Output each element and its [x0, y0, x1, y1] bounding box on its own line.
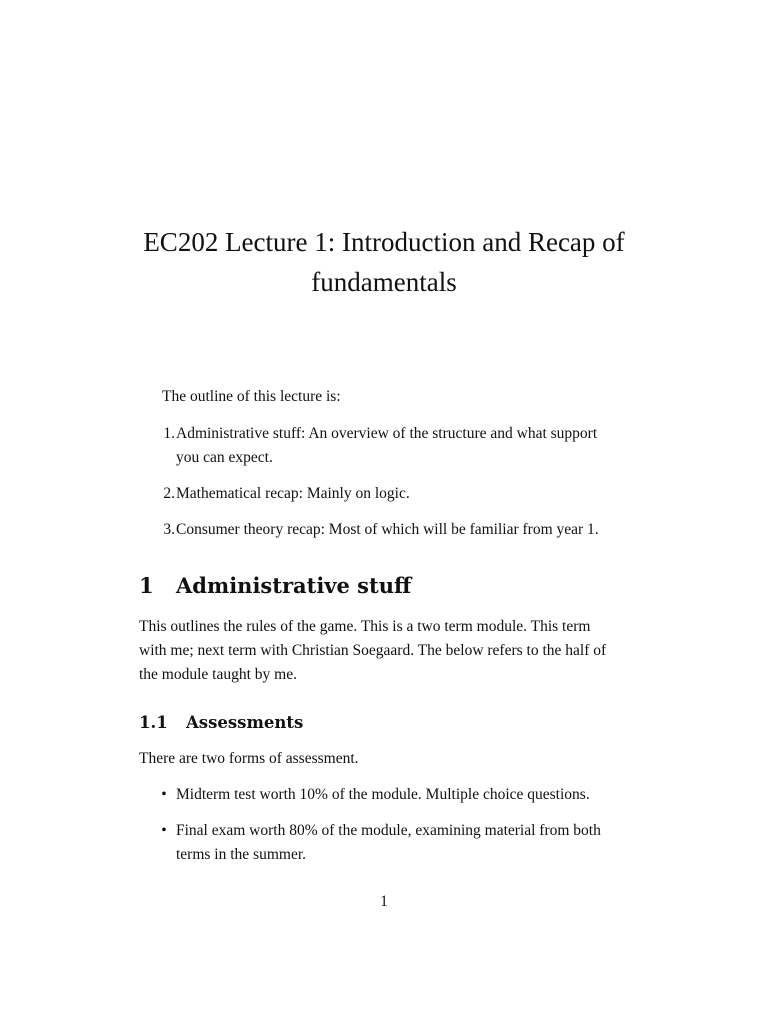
- subsection-title: Assessments: [186, 713, 304, 732]
- assessment-item-text: Midterm test worth 10% of the module. Multiple choice questions.: [176, 786, 590, 803]
- assessment-item-2-line-1: Final exam worth 80% of the module, examining material from both: [176, 822, 601, 839]
- section-paragraph: [139, 615, 634, 687]
- outline-item-text: Mathematical recap: Mainly on logic.: [176, 485, 410, 502]
- outline-item-1-line-1: Administrative stuff: An overview of the structure and what support: [176, 425, 598, 442]
- subsection-heading: [139, 710, 303, 736]
- document-title: [100, 222, 668, 302]
- section-title: Administrative stuff: [176, 573, 412, 598]
- outline-item-number: 2.: [163, 485, 175, 502]
- subsection-number: 1.1: [139, 713, 168, 732]
- paragraph-line-1: This outlines the rules of the game. This is a two term module. This term: [139, 618, 591, 635]
- section-number: 1: [139, 573, 154, 598]
- page-number: 1: [380, 893, 388, 910]
- paragraph-line-2: with me; next term with Christian Soegaard. The below refers to the half of: [139, 642, 607, 659]
- bullet-icon: •: [161, 822, 167, 839]
- outline-intro: The outline of this lecture is:: [162, 388, 341, 405]
- title-line-1: EC202 Lecture 1: Introduction and Recap of: [143, 227, 625, 257]
- assessment-item-2-line-2: terms in the summer.: [176, 846, 307, 863]
- outline-item-text: Consumer theory recap: Most of which will be familiar from year 1.: [176, 521, 599, 538]
- assessment-item-text: [176, 819, 636, 867]
- assessment-intro: There are two forms of assessment.: [139, 750, 359, 767]
- paragraph-line-3: the module taught by me.: [139, 666, 297, 683]
- bullet-icon: •: [161, 786, 167, 803]
- title-line-2: fundamentals: [311, 267, 457, 297]
- outline-item-number: 1.: [163, 425, 175, 442]
- section-heading: [139, 571, 411, 601]
- outline-item-1-line-2: you can expect.: [176, 449, 273, 466]
- outline-item-text: [176, 422, 636, 470]
- outline-item-number: 3.: [163, 521, 175, 538]
